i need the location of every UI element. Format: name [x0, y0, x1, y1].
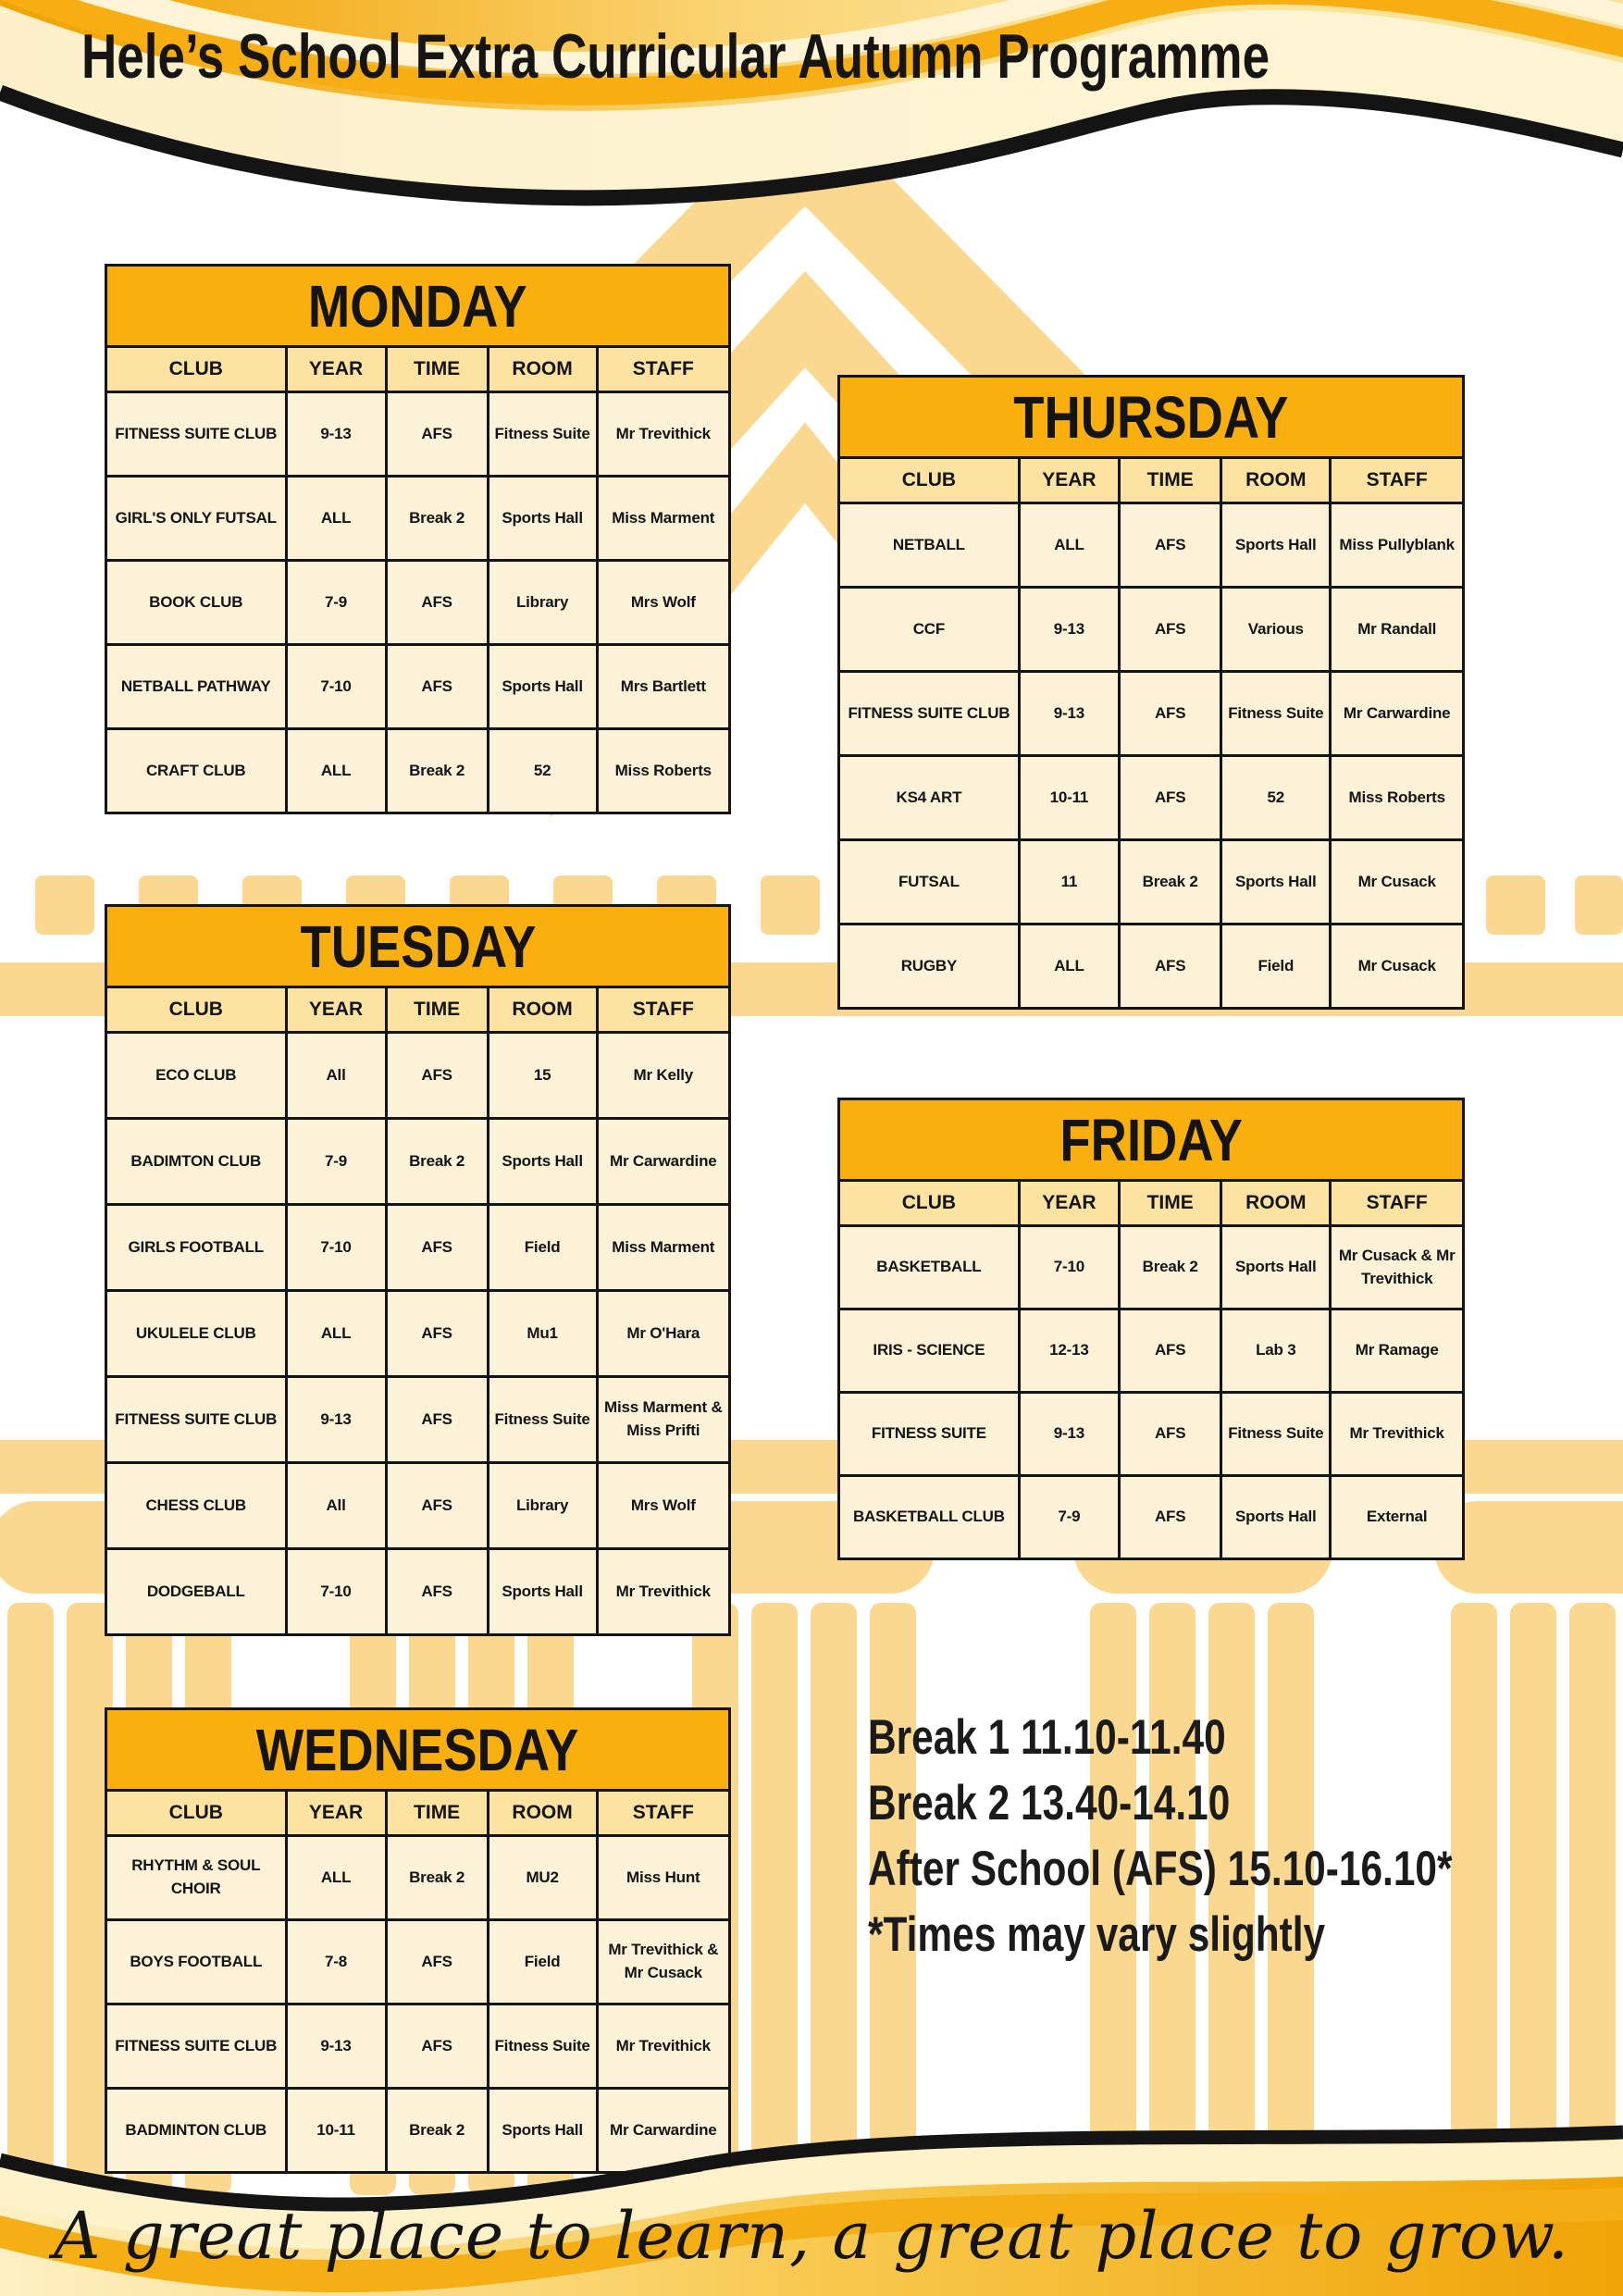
table-cell: Mr Trevithick & Mr Cusack — [599, 1921, 728, 2003]
table-cell: All — [288, 1034, 385, 1117]
school-motto: A great place to learn, a great place to grow. — [54, 2198, 1569, 2274]
day-title-text: FRIDAY — [1059, 1106, 1243, 1173]
table-cell: 52 — [1222, 757, 1329, 838]
table-cell: Miss Marment — [599, 1206, 728, 1289]
column-header: YEAR — [1021, 459, 1118, 502]
day-title-text: TUESDAY — [300, 912, 536, 980]
table-cell: RHYTHM & SOUL CHOIR — [107, 1837, 285, 1918]
table-cell: Miss Hunt — [599, 1837, 728, 1918]
column-header: STAFF — [599, 348, 728, 391]
table-cell: Mr Cusack — [1332, 841, 1462, 923]
table-cell: AFS — [1121, 1477, 1220, 1558]
table-cell: CRAFT CLUB — [107, 730, 285, 812]
table-cell: 7-9 — [1021, 1477, 1118, 1558]
table-cell: AFS — [1121, 757, 1220, 838]
column-header: CLUB — [107, 988, 285, 1031]
break1-time-text: Break 1 11.10-11.40 — [868, 1710, 1226, 1765]
table-cell: AFS — [388, 1378, 487, 1461]
column-header: CLUB — [840, 459, 1018, 502]
table-cell: Break 2 — [388, 1837, 487, 1918]
table-cell: Sports Hall — [489, 1120, 596, 1203]
table-cell: AFS — [388, 646, 487, 727]
column-header: YEAR — [288, 348, 385, 391]
column-header: TIME — [1121, 1182, 1220, 1224]
column-header: CLUB — [840, 1182, 1018, 1224]
table-cell: Miss Marment & Miss Prifti — [599, 1378, 728, 1461]
table-cell: Sports Hall — [489, 478, 596, 559]
day-title-text: WEDNESDAY — [256, 1716, 579, 1783]
table-cell: CCF — [840, 589, 1018, 670]
table-cell: BASKETBALL — [840, 1227, 1018, 1308]
column-header: TIME — [388, 348, 487, 391]
wednesday-schedule-table — [105, 1707, 731, 2174]
table-cell: AFS — [388, 1292, 487, 1375]
table-cell: Lab 3 — [1222, 1310, 1329, 1391]
table-cell: 52 — [489, 730, 596, 812]
table-cell: AFS — [1121, 1310, 1220, 1391]
table-cell: AFS — [388, 562, 487, 643]
table-cell: Fitness Suite — [489, 2005, 596, 2087]
schedule-grid — [105, 904, 731, 1636]
table-cell: Mr Carwardine — [599, 1120, 728, 1203]
table-cell: Fitness Suite — [1222, 1394, 1329, 1474]
table-cell: 9-13 — [288, 1378, 385, 1461]
table-cell: AFS — [388, 1034, 487, 1117]
column-header: STAFF — [599, 988, 728, 1031]
table-cell: Break 2 — [388, 478, 487, 559]
day-title — [107, 1710, 728, 1789]
table-cell: ALL — [1021, 504, 1118, 586]
day-title — [107, 267, 728, 345]
table-cell: Break 2 — [1121, 1227, 1220, 1308]
table-cell: AFS — [1121, 925, 1220, 1007]
table-cell: Mr Cusack & Mr Trevithick — [1332, 1227, 1462, 1308]
table-cell: Mr Trevithick — [599, 393, 728, 475]
table-cell: 7-10 — [1021, 1227, 1118, 1308]
table-cell: Field — [1222, 925, 1329, 1007]
table-cell: BOOK CLUB — [107, 562, 285, 643]
table-cell: Library — [489, 562, 596, 643]
table-cell: AFS — [1121, 673, 1220, 754]
table-cell: Library — [489, 1464, 596, 1547]
column-header: ROOM — [1222, 459, 1329, 502]
table-cell: 7-10 — [288, 1206, 385, 1289]
after-school-time-text: After School (AFS) 15.10-16.10* — [868, 1842, 1453, 1896]
table-cell: Field — [489, 1921, 596, 2003]
table-cell: 9-13 — [1021, 673, 1118, 754]
table-cell: Mrs Bartlett — [599, 646, 728, 727]
day-title — [107, 907, 728, 986]
column-header: CLUB — [107, 1792, 285, 1834]
table-cell: Fitness Suite — [489, 1378, 596, 1461]
table-cell: Sports Hall — [1222, 1477, 1329, 1558]
table-cell: AFS — [388, 1921, 487, 2003]
table-cell: BASKETBALL CLUB — [840, 1477, 1018, 1558]
table-cell: Miss Roberts — [1332, 757, 1462, 838]
table-cell: GIRLS FOOTBALL — [107, 1206, 285, 1289]
table-cell: Sports Hall — [1222, 841, 1329, 923]
column-header: CLUB — [107, 348, 285, 391]
column-header: STAFF — [1332, 459, 1462, 502]
table-cell: NETBALL — [840, 504, 1018, 586]
table-cell: ALL — [288, 1292, 385, 1375]
table-cell: Break 2 — [1121, 841, 1220, 923]
table-cell: Mr Kelly — [599, 1034, 728, 1117]
table-cell: Various — [1222, 589, 1329, 670]
table-cell: Break 2 — [388, 2090, 487, 2171]
table-cell: Sports Hall — [489, 1550, 596, 1633]
table-cell: BOYS FOOTBALL — [107, 1921, 285, 2003]
column-header: ROOM — [489, 1792, 596, 1834]
schedule-grid — [837, 1098, 1465, 1560]
table-cell: FITNESS SUITE CLUB — [107, 2005, 285, 2087]
table-cell: Mr Cusack — [1332, 925, 1462, 1007]
times-vary-note-text: *Times may vary slightly — [868, 1907, 1326, 1962]
column-header: STAFF — [599, 1792, 728, 1834]
column-header: YEAR — [288, 1792, 385, 1834]
table-cell: FITNESS SUITE — [840, 1394, 1018, 1474]
schedule-grid — [105, 264, 731, 814]
table-cell: MU2 — [489, 1837, 596, 1918]
table-cell: 7-9 — [288, 1120, 385, 1203]
break2-time-text: Break 2 13.40-14.10 — [868, 1776, 1231, 1831]
table-cell: ALL — [288, 1837, 385, 1918]
column-header: ROOM — [489, 988, 596, 1031]
table-cell: 9-13 — [288, 393, 385, 475]
table-cell: FITNESS SUITE CLUB — [107, 393, 285, 475]
table-cell: AFS — [388, 393, 487, 475]
table-cell: IRIS - SCIENCE — [840, 1310, 1018, 1391]
table-cell: BADMINTON CLUB — [107, 2090, 285, 2171]
table-cell: Mr Ramage — [1332, 1310, 1462, 1391]
table-cell: Miss Pullyblank — [1332, 504, 1462, 586]
table-cell: CHESS CLUB — [107, 1464, 285, 1547]
table-cell: BADIMTON CLUB — [107, 1120, 285, 1203]
table-cell: GIRL'S ONLY FUTSAL — [107, 478, 285, 559]
table-cell: 12-13 — [1021, 1310, 1118, 1391]
table-cell: NETBALL PATHWAY — [107, 646, 285, 727]
thursday-schedule-table — [837, 375, 1465, 1010]
table-cell: AFS — [388, 1550, 487, 1633]
table-cell: 7-10 — [288, 1550, 385, 1633]
table-cell: AFS — [388, 1206, 487, 1289]
table-cell: Miss Roberts — [599, 730, 728, 812]
schedule-grid — [105, 1707, 731, 2174]
table-cell: All — [288, 1464, 385, 1547]
table-cell: Fitness Suite — [1222, 673, 1329, 754]
table-cell: 9-13 — [1021, 1394, 1118, 1474]
column-header: YEAR — [1021, 1182, 1118, 1224]
table-cell: Mrs Wolf — [599, 1464, 728, 1547]
column-header: STAFF — [1332, 1182, 1462, 1224]
table-cell: Sports Hall — [1222, 1227, 1329, 1308]
table-cell: Fitness Suite — [489, 393, 596, 475]
table-cell: Mr Trevithick — [599, 1550, 728, 1633]
table-cell: Mrs Wolf — [599, 562, 728, 643]
table-cell: Break 2 — [388, 730, 487, 812]
table-cell: KS4 ART — [840, 757, 1018, 838]
day-title-text: THURSDAY — [1013, 383, 1289, 451]
table-cell: Sports Hall — [489, 646, 596, 727]
monday-schedule-table — [105, 264, 731, 814]
table-cell: Miss Marment — [599, 478, 728, 559]
table-cell: Field — [489, 1206, 596, 1289]
column-header: ROOM — [1222, 1182, 1329, 1224]
table-cell: 7-8 — [288, 1921, 385, 2003]
table-cell: FUTSAL — [840, 841, 1018, 923]
table-cell: Mr Trevithick — [1332, 1394, 1462, 1474]
column-header: TIME — [388, 988, 487, 1031]
table-cell: Sports Hall — [489, 2090, 596, 2171]
table-cell: AFS — [1121, 504, 1220, 586]
table-cell: Mr Carwardine — [1332, 673, 1462, 754]
table-cell: UKULELE CLUB — [107, 1292, 285, 1375]
table-cell: Mr Carwardine — [599, 2090, 728, 2171]
table-cell: Mu1 — [489, 1292, 596, 1375]
page-title: Hele’s School Extra Curricular Autumn Programme — [81, 21, 1270, 92]
table-cell: 11 — [1021, 841, 1118, 923]
table-cell: 10-11 — [1021, 757, 1118, 838]
table-cell: Mr O'Hara — [599, 1292, 728, 1375]
table-cell: 7-9 — [288, 562, 385, 643]
table-cell: DODGEBALL — [107, 1550, 285, 1633]
table-cell: AFS — [1121, 1394, 1220, 1474]
table-cell: Break 2 — [388, 1120, 487, 1203]
table-cell: RUGBY — [840, 925, 1018, 1007]
table-cell: Mr Trevithick — [599, 2005, 728, 2087]
table-cell: 10-11 — [288, 2090, 385, 2171]
table-cell: 9-13 — [288, 2005, 385, 2087]
table-cell: ECO CLUB — [107, 1034, 285, 1117]
table-cell: AFS — [388, 2005, 487, 2087]
table-cell: 7-10 — [288, 646, 385, 727]
day-title — [840, 378, 1462, 456]
column-header: YEAR — [288, 988, 385, 1031]
table-cell: External — [1332, 1477, 1462, 1558]
tuesday-schedule-table — [105, 904, 731, 1636]
table-cell: AFS — [388, 1464, 487, 1547]
table-cell: 9-13 — [1021, 589, 1118, 670]
day-title-text: MONDAY — [308, 272, 527, 340]
table-cell: Sports Hall — [1222, 504, 1329, 586]
table-cell: Mr Randall — [1332, 589, 1462, 670]
column-header: TIME — [1121, 459, 1220, 502]
table-cell: 15 — [489, 1034, 596, 1117]
table-cell: FITNESS SUITE CLUB — [840, 673, 1018, 754]
day-title — [840, 1100, 1462, 1179]
column-header: ROOM — [489, 348, 596, 391]
friday-schedule-table — [837, 1098, 1465, 1560]
table-cell: ALL — [1021, 925, 1118, 1007]
table-cell: AFS — [1121, 589, 1220, 670]
column-header: TIME — [388, 1792, 487, 1834]
schedule-grid — [837, 375, 1465, 1010]
table-cell: ALL — [288, 730, 385, 812]
times-note — [868, 1705, 1598, 1967]
table-cell: FITNESS SUITE CLUB — [107, 1378, 285, 1461]
table-cell: ALL — [288, 478, 385, 559]
